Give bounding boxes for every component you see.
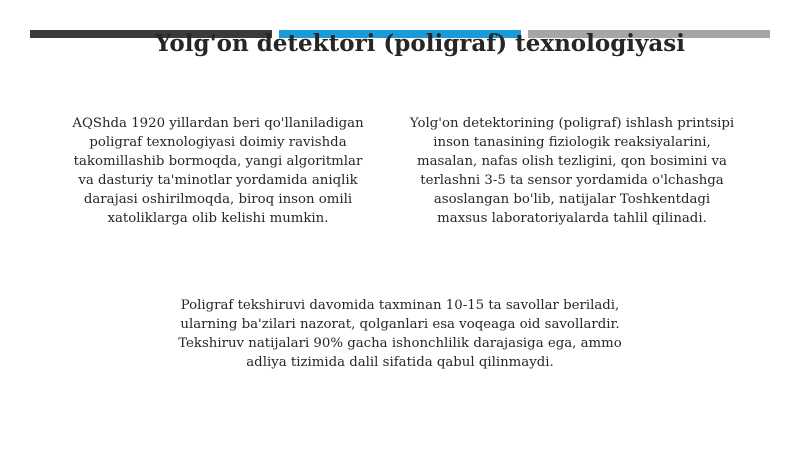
text-line: maxsus laboratoriyalarda tahlil qilinadi. xyxy=(437,211,707,226)
text-line: xatoliklarga olib kelishi mumkin. xyxy=(107,211,329,226)
text-line: adliya tizimida dalil sifatida qabul qilinmaydi. xyxy=(246,355,554,370)
text-line: AQShda 1920 yillardan beri qo'llaniladigan xyxy=(72,116,364,131)
text-line: terlashni 3-5 ta sensor yordamida o'lchashga xyxy=(420,173,724,188)
left-paragraph xyxy=(50,114,386,228)
right-paragraph xyxy=(396,114,748,228)
text-line: asoslangan bo'lib, natijalar Toshkentdagi xyxy=(433,192,711,207)
text-line: poligraf texnologiyasi doimiy ravishda xyxy=(89,135,347,150)
text-line: Tekshiruv natijalari 90% gacha ishonchlilik darajasiga ega, ammo xyxy=(178,336,622,351)
bottom-paragraph xyxy=(150,296,650,372)
text-line: va dasturiy ta'minotlar yordamida aniqlik xyxy=(78,173,358,188)
text-line: Poligraf tekshiruvi davomida taxminan 10-15 ta savollar beriladi, xyxy=(180,298,620,313)
slide-title: Yolg'on detektori (poligraf) texnologiyasi xyxy=(155,30,685,57)
text-line: inson tanasining fiziologik reaksiyalarini, xyxy=(433,135,711,150)
text-line: masalan, nafas olish tezligini, qon bosimini va xyxy=(416,154,727,169)
text-line: takomillashib bormoqda, yangi algoritmlar xyxy=(73,154,363,169)
text-line: ularning ba'zilari nazorat, qolganlari esa voqeaga oid savollardir. xyxy=(180,317,620,332)
text-line: Yolg'on detektorining (poligraf) ishlash printsipi xyxy=(409,116,735,131)
text-line: darajasi oshirilmoqda, biroq inson omili xyxy=(83,192,353,207)
